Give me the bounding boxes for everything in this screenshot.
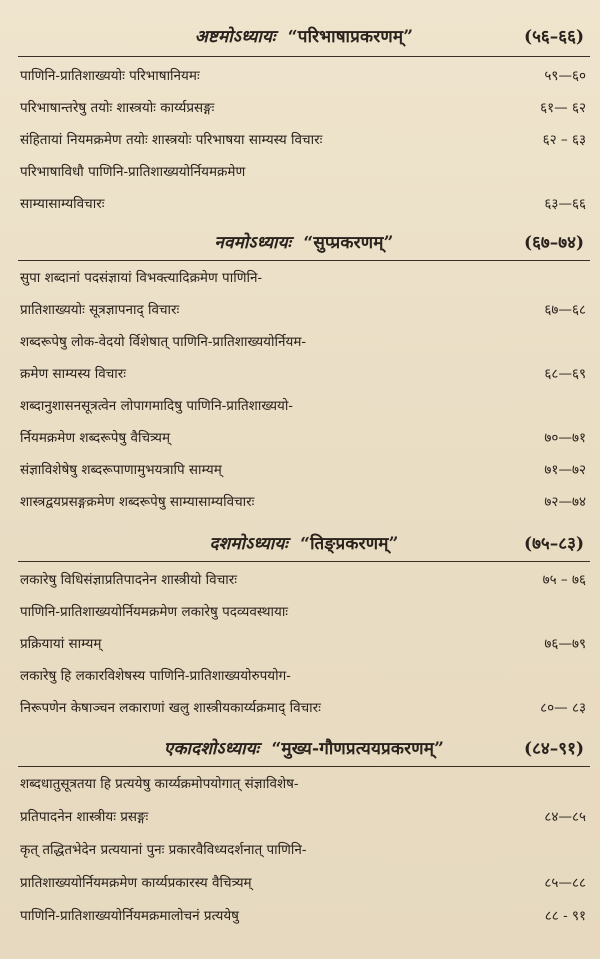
entry-text: प्रक्रियायां साम्यम्	[20, 636, 102, 652]
toc-entry	[20, 158, 586, 184]
chapter-page-range: (८४–९१)	[524, 738, 584, 759]
chapter-page-range: (५६–६६)	[524, 26, 584, 47]
entry-text: शब्दरूपेषु लोक-वेदयो र्विशेषात् पाणिनि-प्रातिशाख्ययोर्नियम-	[20, 334, 306, 350]
entry-pages: ७१—७२	[544, 462, 586, 478]
chapter-heading	[18, 730, 590, 764]
entry-pages: ८८ - ९१	[544, 908, 586, 924]
toc-entry	[20, 598, 586, 624]
entry-pages: ६८—६९	[544, 366, 586, 382]
entry-pages: ५९—६०	[544, 68, 586, 84]
toc-entry	[20, 836, 586, 862]
toc-entry	[20, 264, 586, 290]
toc-entry	[20, 630, 586, 656]
entry-pages: ७६—७९	[544, 636, 586, 652]
entry-pages: ८४—८५	[544, 809, 586, 825]
entry-pages: ६७—६८	[544, 302, 586, 318]
toc-entry	[20, 360, 586, 386]
chapter-title: “परिभाषाप्रकरणम्”	[287, 26, 414, 47]
entry-text: पाणिनि-प्रातिशाख्ययोर्नियमक्रमालोचनं प्रत्ययेषु	[20, 908, 239, 924]
toc-entry	[20, 62, 586, 88]
chapter-title: “तिङ्प्रकरणम्”	[300, 533, 399, 554]
entry-text: प्रतिपादनेन शास्त्रीयः प्रसङ्गः	[20, 809, 149, 825]
toc-entry	[20, 392, 586, 418]
entry-text: परिभाषान्तरेषु तयोः शास्त्रयोः कार्य्यप्रसङ्गः	[20, 100, 215, 116]
entry-text: संज्ञाविशेषेषु शब्दरूपाणामुभयत्रापि साम्यम्	[20, 462, 222, 478]
chapter-heading	[18, 525, 590, 559]
toc-entry	[20, 694, 586, 720]
toc-entry	[20, 803, 586, 829]
entry-text: शब्दानुशासनसूत्रत्वेन लोपागमादिषु पाणिनि-प्रातिशाख्ययो-	[20, 398, 293, 414]
entry-pages: ७०—७१	[544, 430, 586, 446]
entry-pages: ६३—६६	[544, 196, 586, 212]
entry-text: शास्त्रद्वयप्रसङ्गक्रमेण शब्दरूपेषु साम्यासाम्यविचारः	[20, 494, 255, 510]
entry-pages: ७५ – ७६	[542, 572, 586, 588]
entry-text: निरूपणेन केषाञ्चन लकाराणां खलु शास्त्रीयकार्य्यक्रमाद् विचारः	[20, 700, 321, 716]
entry-text: परिभाषाविधौ पाणिनि-प्रातिशाख्ययोर्नियमक्रमेण	[20, 164, 246, 180]
chapter-page-range: (७५–८३)	[524, 533, 584, 554]
chapter-title: “मुख्य-गौणप्रत्ययप्रकरणम्”	[271, 738, 445, 759]
entry-text: र्नियमक्रमेण शब्दरूपेषु वैचित्र्यम्	[20, 430, 171, 446]
chapter-page-range: (६७–७४)	[524, 232, 584, 253]
toc-entry	[20, 296, 586, 322]
entry-text: लकारेषु विधिसंज्ञाप्रतिपादनेन शास्त्रीयो विचारः	[20, 572, 238, 588]
chapter-rule	[18, 766, 590, 767]
entry-text: क्रमेण साम्यस्य विचारः	[20, 366, 127, 382]
entry-text: साम्यासाम्यविचारः	[20, 196, 105, 212]
toc-entry	[20, 424, 586, 450]
toc-entry	[20, 190, 586, 216]
entry-text: सुपा शब्दानां पदसंज्ञायां विभक्त्यादिक्रमेण पाणिनि-	[20, 270, 263, 286]
chapter-number: नवमोऽध्यायः	[214, 232, 292, 253]
chapter-rule	[18, 56, 590, 57]
entry-text: प्रातिशाख्ययोर्नियमक्रमेण कार्य्यप्रकारस्य वैचित्र्यम्	[20, 875, 252, 891]
entry-pages: ६२ – ६३	[542, 132, 586, 148]
chapter-heading	[18, 18, 590, 52]
entry-text: पाणिनि-प्रातिशाख्ययोः परिभाषानियमः	[20, 68, 200, 84]
toc-entry	[20, 456, 586, 482]
chapter-number: अष्टमोऽध्यायः	[194, 26, 276, 47]
toc-entry	[20, 488, 586, 514]
chapter-number: एकादशोऽध्यायः	[163, 738, 260, 759]
entry-text: कृत् तद्धितभेदेन प्रत्ययानां पुनः प्रकारवैविध्यदर्शनात् पाणिनि-	[20, 842, 307, 858]
chapter-heading	[18, 224, 590, 258]
toc-entry	[20, 566, 586, 592]
entry-text: लकारेषु हि लकारविशेषस्य पाणिनि-प्रातिशाख्ययोरुपयोग-	[20, 668, 291, 684]
entry-text: प्रातिशाख्ययोः सूत्रज्ञापनाद् विचारः	[20, 302, 180, 318]
entry-text: संहितायां नियमक्रमेण तयोः शास्त्रयोः परिभाषया साम्यस्य विचारः	[20, 132, 323, 148]
entry-text: पाणिनि-प्रातिशाख्ययोर्नियमक्रमेण लकारेषु पदव्यवस्थायाः	[20, 604, 289, 620]
entry-pages: ८५—८८	[544, 875, 586, 891]
toc-entry	[20, 126, 586, 152]
toc-entry	[20, 869, 586, 895]
chapter-rule	[18, 260, 590, 261]
entry-pages: ८०— ८३	[540, 700, 586, 716]
entry-text: शब्दधातुसूत्रतया हि प्रत्ययेषु कार्य्यक्रमोपयोगात् संज्ञाविशेष-	[20, 776, 299, 792]
toc-entry	[20, 770, 586, 796]
chapter-rule	[18, 561, 590, 562]
chapter-title: “सुप्प्रकरणम्”	[303, 232, 394, 253]
toc-entry	[20, 94, 586, 120]
toc-entry	[20, 328, 586, 354]
toc-entry	[20, 662, 586, 688]
toc-entry	[20, 902, 586, 928]
chapter-number: दशमोऽध्यायः	[209, 533, 288, 554]
entry-pages: ६१— ६२	[540, 100, 586, 116]
entry-pages: ७२—७४	[544, 494, 586, 510]
